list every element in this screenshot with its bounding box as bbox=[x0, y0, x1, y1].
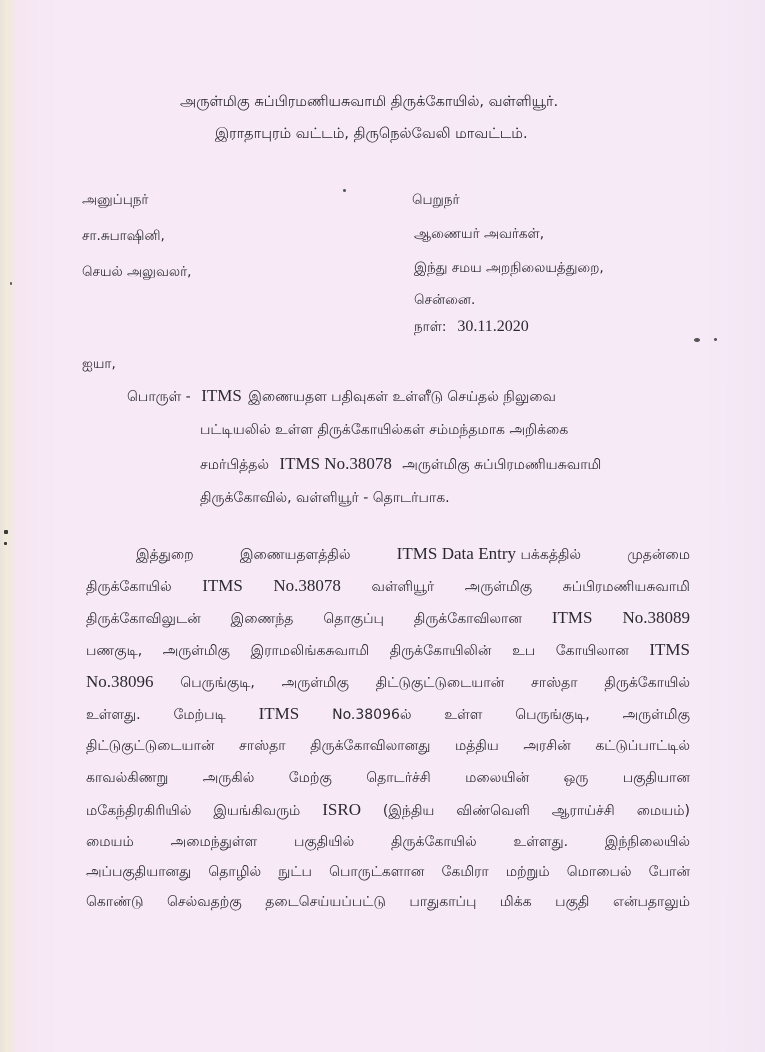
subject-line-1: பொருள் - ITMS இணையதள பதிவுகள் உள்ளீடு செய்தல் நிலுவை bbox=[127, 386, 556, 405]
scan-speck bbox=[714, 338, 717, 341]
sender-heading: அனுப்புநர் bbox=[82, 192, 149, 208]
body-line-12: கொண்டு செல்வதற்கு தடைசெய்யப்பட்டு பாதுகாப்பு மிக்க பகுதி என்பதாலும் bbox=[86, 894, 690, 910]
body-line-11: அப்பகுதியானது தொழில் நுட்ப பொருட்களான கேமிரா மற்றும் மொபைல் போன் bbox=[86, 864, 690, 880]
body-line-2: திருக்கோயில் ITMS No.38078 வள்ளியூர் அருள்மிகு சுப்பிரமணியசுவாமி bbox=[86, 576, 690, 595]
body-line-3: திருக்கோவிலுடன் இணைந்த தொகுப்பு திருக்கோவிலான ITMS No.38089 bbox=[86, 608, 690, 627]
recipient-heading: பெறுநர் bbox=[412, 192, 460, 208]
body-line-5: No.38096 பெருங்குடி, அருள்மிகு திட்டுகுட்டுடையான் சாஸ்தா திருக்கோயில் bbox=[86, 672, 690, 691]
body-line-8: காவல்கிணறு அருகில் மேற்கு தொடர்ச்சி மலையின் ஒரு பகுதியான bbox=[86, 770, 690, 786]
salutation: ஐயா, bbox=[82, 356, 116, 372]
subject-line-3: சமர்பித்தல் ITMS No.38078 அருள்மிகு சுப்பிரமணியசுவாமி bbox=[200, 454, 602, 473]
letterhead-district: இராதாபுரம் வட்டம், திருநெல்வேலி மாவட்டம். bbox=[215, 126, 528, 142]
body-line-7: திட்டுகுட்டுடையான் சாஸ்தா திருக்கோவிலானது மத்திய அரசின் கட்டுப்பாட்டில் bbox=[86, 738, 690, 754]
body-line-4: பணகுடி, அருள்மிகு இராமலிங்கசுவாமி திருக்கோயிலின் உப கோயிலான ITMS bbox=[86, 640, 690, 659]
subject-line-2: பட்டியலில் உள்ள திருக்கோயில்கள் சம்மந்தமாக அறிக்கை bbox=[200, 422, 569, 438]
body-line-6: உள்ளது. மேற்படி ITMS No.38096ல் உள்ள பெருங்குடி, அருள்மிகு bbox=[86, 704, 690, 723]
subject-line-4: திருக்கோவில், வள்ளியூர் - தொடர்பாக. bbox=[200, 490, 450, 506]
letterhead-temple-name: அருள்மிகு சுப்பிரமணியசுவாமி திருக்கோயில், வள்ளியூர். bbox=[180, 94, 559, 110]
scan-speck bbox=[343, 189, 346, 192]
letter-date bbox=[414, 316, 529, 337]
sender-designation: செயல் அலுவலர், bbox=[82, 264, 192, 280]
date-value: 30.11.2020 bbox=[457, 318, 529, 335]
recipient-line1: ஆணையர் அவர்கள், bbox=[414, 226, 545, 242]
scan-speck bbox=[10, 282, 12, 285]
body-line-10: மையம் அமைந்துள்ள பகுதியில் திருக்கோயில் உள்ளது. இந்நிலையில் bbox=[86, 834, 690, 850]
date-label: நாள்: bbox=[414, 319, 447, 335]
recipient-line3: சென்னை. bbox=[414, 292, 476, 308]
body-line-9: மகேந்திரகிரியில் இயங்கிவரும் ISRO (இந்திய விண்வெளி ஆராய்ச்சி மையம்) bbox=[86, 800, 690, 819]
scan-speck bbox=[694, 338, 700, 342]
body-line-1: இத்துறை இணையதளத்தில் ITMS Data Entry பக்கத்தில் முதன்மை bbox=[136, 544, 690, 563]
scan-edge-mark bbox=[4, 530, 8, 534]
subject-label: பொருள் - bbox=[127, 389, 191, 405]
scan-edge-mark bbox=[4, 542, 7, 545]
recipient-line2: இந்து சமய அறநிலையத்துறை, bbox=[414, 260, 604, 276]
sender-name: சா.சுபாஷினி, bbox=[82, 228, 165, 244]
